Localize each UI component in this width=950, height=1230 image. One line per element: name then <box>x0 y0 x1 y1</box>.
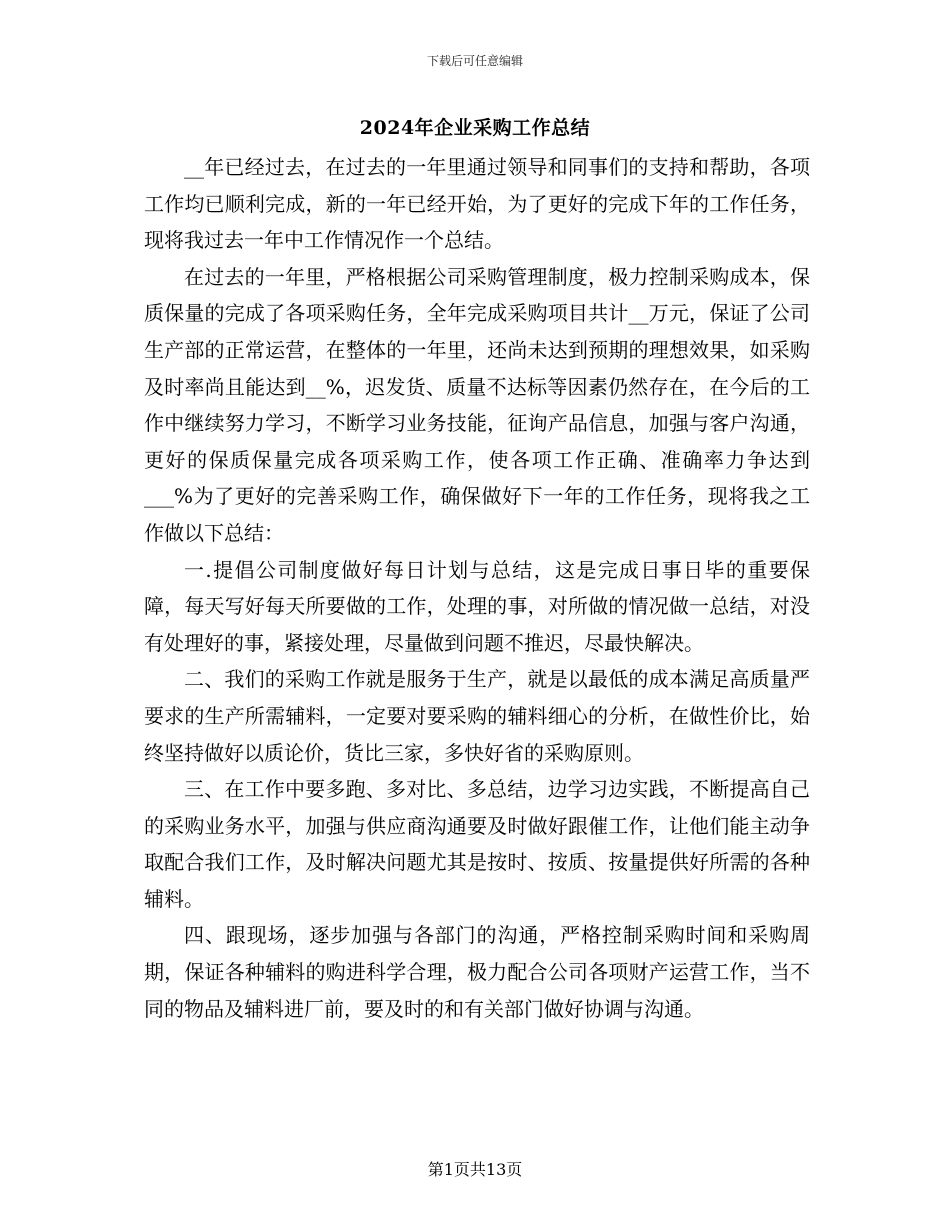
paragraph-point-1: 一.提倡公司制度做好每日计划与总结，这是完成日事日毕的重要保障，每天写好每天所要做的工作，处理的事，对所做的情况做一总结，对没有处理好的事，紧接处理，尽量做到问题不推迟，尽最快解决。 <box>144 557 810 655</box>
paragraph-point-3: 三、在工作中要多跑、多对比、多总结，边学习边实践，不断提高自己的采购业务水平，加强与供应商沟通要及时做好跟催工作，让他们能主动争取配合我们工作，及时解决问题尤其是按时、按质、按量提供好所需的各种辅料。 <box>144 777 810 911</box>
paragraph-point-2: 二、我们的采购工作就是服务于生产，就是以最低的成本满足高质量严要求的生产所需辅料，一定要对要采购的辅料细心的分析，在做性价比，始终坚持做好以质论价，货比三家，多快好省的采购原则。 <box>144 667 810 765</box>
paragraph-overview: 在过去的一年里，严格根据公司采购管理制度，极力控制采购成本，保质保量的完成了各项采购任务，全年完成采购项目共计__万元，保证了公司生产部的正常运营，在整体的一年里，还尚未达到预期的理想效果，如采购及时率尚且能达到__%，迟发货、质量不达标等因素仍然存在，在今后的工作中继续努力学习，不断学习业务技能，征询产品信息，加强与客户沟通，更好的保质保量完成各项采购工作，使各项工作正确、准确率力争达到___%为了更好的完善采购工作，确保做好下一年的工作任务，现将我之工作做以下总结： <box>144 264 810 545</box>
paragraph-intro: __年已经过去，在过去的一年里通过领导和同事们的支持和帮助，各项工作均已顺利完成，新的一年已经开始，为了更好的完成下年的工作任务，现将我过去一年中工作情况作一个总结。 <box>144 155 810 253</box>
document-title: 2024年企业采购工作总结 <box>359 117 591 139</box>
page-number: 第1页共13页 <box>427 1160 523 1179</box>
header-note: 下载后可任意编辑 <box>426 54 523 68</box>
paragraph-point-4: 四、跟现场，逐步加强与各部门的沟通，严格控制采购时间和采购周期，保证各种辅料的购进科学合理，极力配合公司各项财产运营工作，当不同的物品及辅料进厂前，要及时的和有关部门做好协调与沟通。 <box>144 923 810 1021</box>
document-body <box>144 149 810 1027</box>
